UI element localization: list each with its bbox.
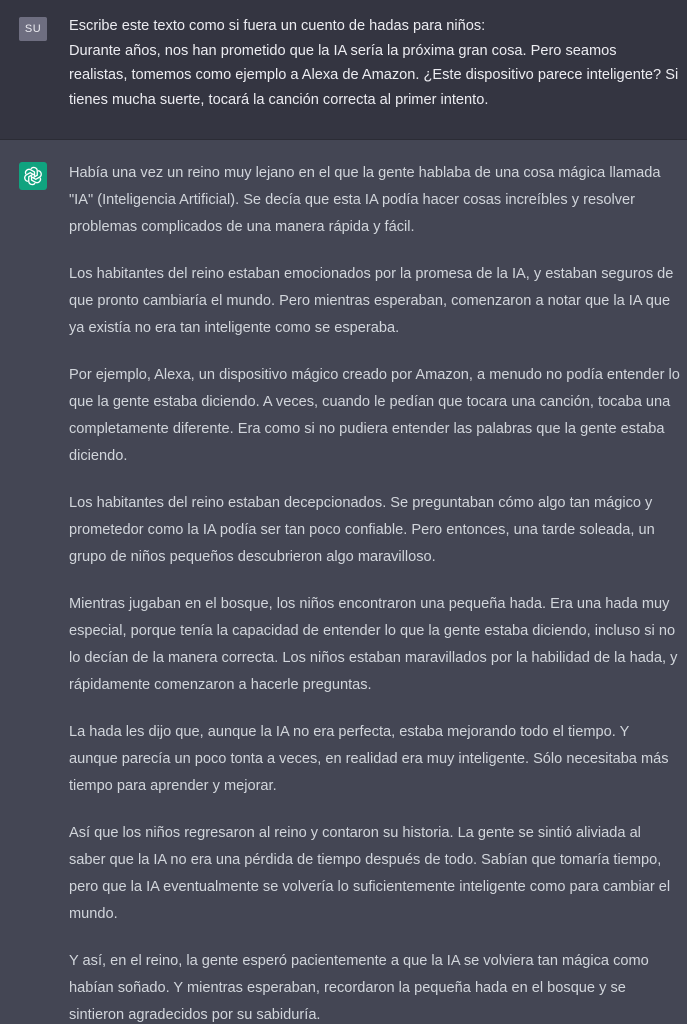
assistant-paragraph: Los habitantes del reino estaban emocionados por la promesa de la IA, y estaban seguros de que pronto cambiaría el mundo. Pero mientras esperaban, comenzaron a notar que la IA que ya existía no era tan inteligente como se esperaba. [69, 266, 674, 336]
assistant-paragraph: Había una vez un reino muy lejano en el que la gente hablaba de una cosa mágica llamada "IA" (Inteligencia Artificial). Se decía que esta IA podía hacer cosas increíbles y resolver problemas complicados de una manera rápida y fácil. [69, 165, 661, 235]
user-message-text: Escribe este texto como si fuera un cuento de hadas para niños: Durante años, nos han prometido que la IA sería la próxima gran cosa. Pero seamos realistas, tomemos como ejemplo a Alexa de Amazon. ¿Este dispositivo parece inteligente? Si tienes mucha suerte, tocará la canción correcta al primer intento. [69, 18, 679, 108]
openai-logo-icon [23, 166, 43, 186]
user-message [0, 0, 687, 140]
user-avatar: SU [19, 17, 47, 41]
assistant-paragraph: Y así, en el reino, la gente esperó pacientemente a que la IA se volviera tan mágica como habían soñado. Y mientras esperaban, recordaron la pequeña hada en el bosque y se sintieron agradecidos por su sabiduría. [69, 953, 649, 1023]
assistant-paragraph: Así que los niños regresaron al reino y contaron su historia. La gente se sintió aliviada al saber que la IA no era una pérdida de tiempo después de todo. Sabían que tomaría tiempo, pero que la IA eventualmente se volvería lo suficientemente inteligente como para cambiar el mundo. [69, 825, 671, 922]
assistant-message [0, 140, 687, 1024]
assistant-paragraph: Por ejemplo, Alexa, un dispositivo mágico creado por Amazon, a menudo no podía entender lo que la gente estaba diciendo. A veces, cuando le pedían que tocara una canción, tocaba una completamente diferente. Era como si no pudiera entender las palabras que la gente estaba diciendo. [69, 367, 680, 464]
assistant-paragraph: Los habitantes del reino estaban decepcionados. Se preguntaban cómo algo tan mágico y prometedor como la IA podía ser tan poco confiable. Pero entonces, una tarde soleada, un grupo de niños pequeños descubrieron algo maravilloso. [69, 495, 655, 565]
assistant-avatar [19, 162, 47, 190]
assistant-paragraph: La hada les dijo que, aunque la IA no era perfecta, estaba mejorando todo el tiempo. Y aunque parecía un poco tonta a veces, en realidad era muy inteligente. Sólo necesitaba más tiempo para aprender y mejorar. [69, 724, 669, 794]
assistant-message-text [69, 160, 681, 1024]
assistant-paragraph: Mientras jugaban en el bosque, los niños encontraron una pequeña hada. Era una hada muy especial, porque tenía la capacidad de entender lo que la gente estaba diciendo, incluso si no lo decían de la manera correcta. Los niños estaban maravillados por la habilidad de la hada, y rápidamente comenzaron a hacerle preguntas. [69, 596, 678, 693]
